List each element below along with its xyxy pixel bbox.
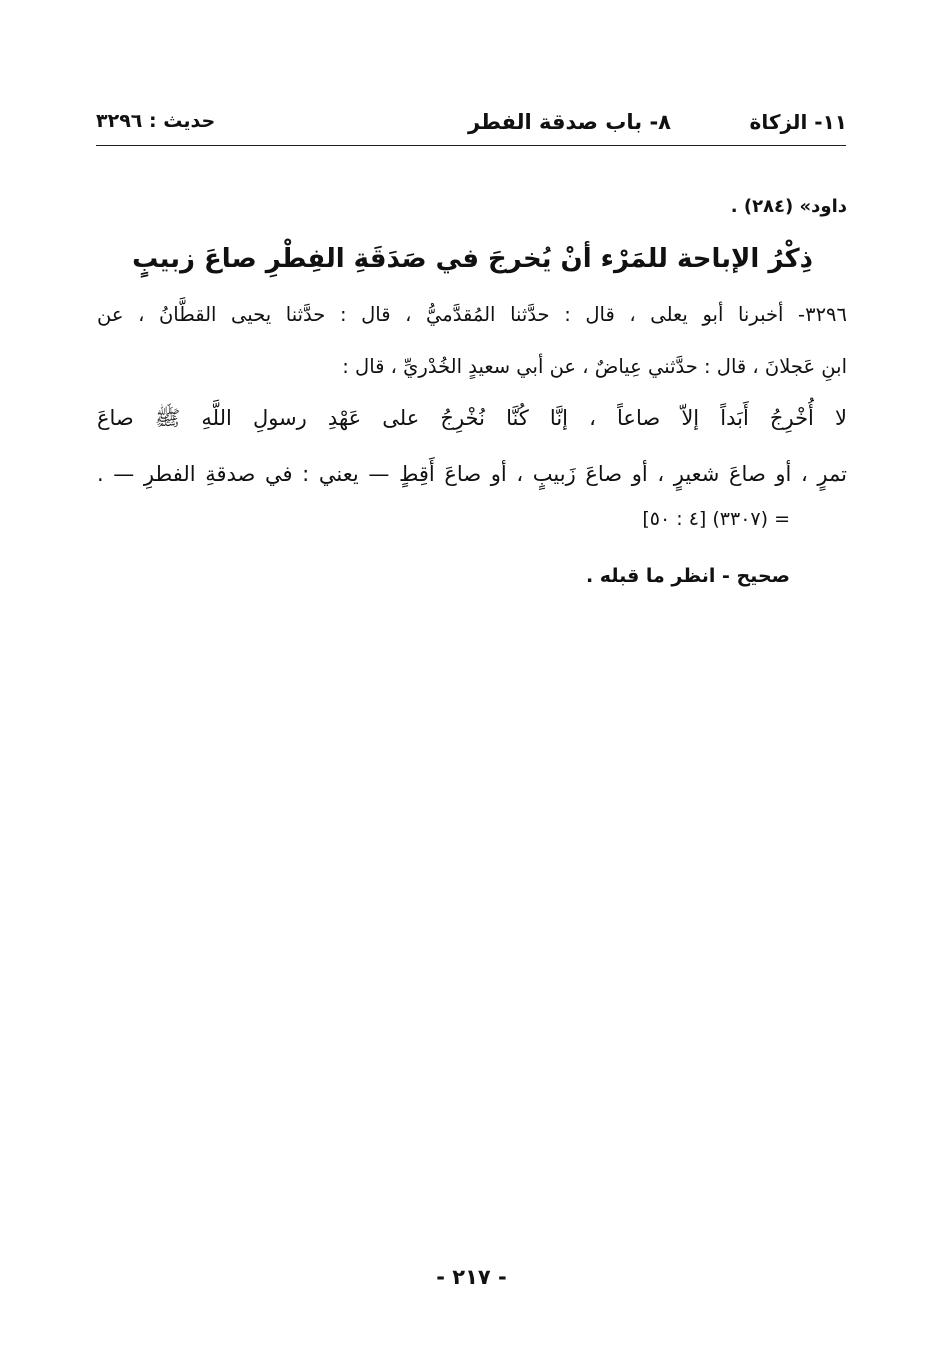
running-header-section: ٨- باب صدقة الفطر [468,110,671,134]
hadith-matn-line-2: تمرٍ ، أو صاعَ شعيرٍ ، أو صاعَ زَبيبٍ ، أو صاعَ أَقِطٍ — يعني : في صدقةِ الفطرِ — . [97,462,847,486]
previous-hadith-reference: داود» (٢٨٤) . [730,196,847,217]
hadith-matn-line-1: لا أُخْرِجُ أَبَداً إلاّ صاعاً ، إنَّا كُنَّا نُخْرِجُ على عَهْدِ رسولِ اللَّهِ ﷺ صاعَ [97,406,847,430]
hadith-isnad-line-1: ٣٢٩٦- أخبرنا أبو يعلى ، قال : حدَّثنا المُقدَّميُّ ، قال : حدَّثنا يحيى القطَّانُ ، عن [97,303,847,326]
chapter-heading: ذِكْرُ الإباحة للمَرْء أنْ يُخرجَ في صَدَقَةِ الفِطْرِ صاعَ زبيبٍ [132,244,813,274]
running-header-chapter: ١١- الزكاة [749,110,847,134]
hadith-grading: صحيح - انظر ما قبله . [585,565,790,587]
running-header-hadith-number: حديث : ٣٢٩٦ [96,110,216,132]
page-number: - ٢١٧ - [436,1265,507,1289]
header-divider [96,145,846,146]
hadith-cross-reference: = (٣٣٠٧) [٤ : ٥٠] [642,508,790,530]
hadith-isnad-line-2: ابنِ عَجلانَ ، قال : حدَّثني عِياضٌ ، عن أبي سعيدٍ الخُدْريِّ ، قال : [342,355,847,378]
